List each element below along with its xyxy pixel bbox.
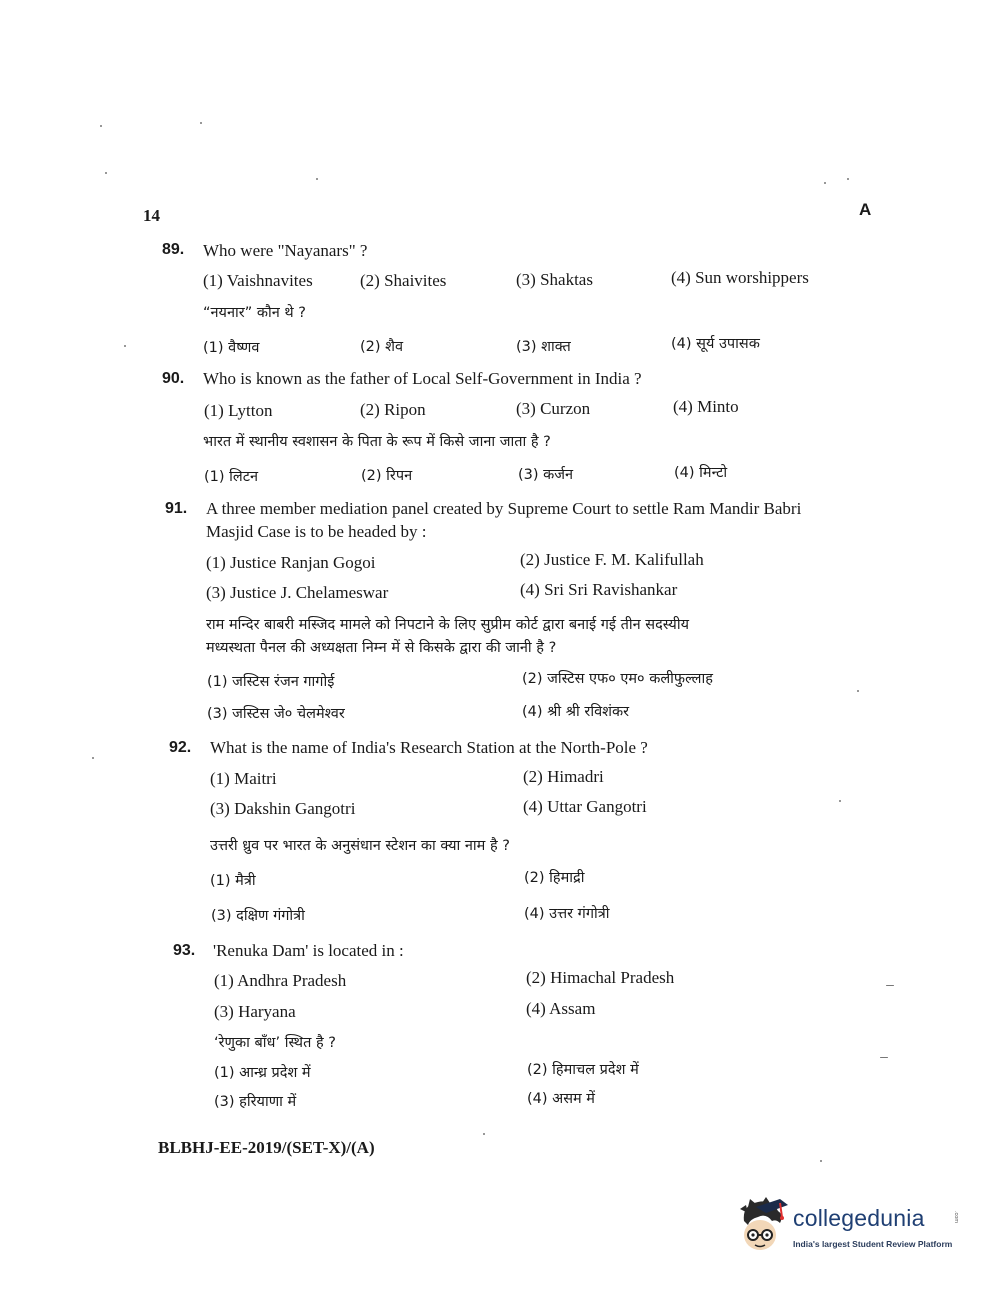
option-hi-3: (3) शाक्त (516, 339, 571, 355)
option-en-2: (2) Shaivites (360, 271, 447, 290)
option-hi-2: (2) रिपन (361, 468, 413, 484)
option-hi-4: (4) उत्तर गंगोत्री (524, 906, 610, 922)
option-en-2: (2) Justice F. M. Kalifullah (520, 550, 704, 569)
option-hi-3: (3) हरियाणा में (214, 1094, 297, 1110)
question-text-en-line-1: A three member mediation panel created by Supreme Court to settle Ram Mandir Babri (206, 499, 802, 518)
option-hi-4: (4) मिन्टो (674, 465, 728, 481)
option-hi-1: (1) आन्ध्र प्रदेश में (214, 1065, 311, 1081)
option-en-3: (3) Shaktas (516, 270, 593, 289)
scan-speck (824, 182, 826, 184)
question-text-en: Who were "Nayanars" ? (203, 241, 368, 260)
question-89 (162, 241, 882, 361)
question-91 (162, 500, 882, 730)
brand-name: collegedunia (793, 1205, 925, 1231)
set-letter: A (859, 200, 872, 219)
question-text-hi-line-2: मध्यस्थता पैनल की अध्यक्षता निम्न में से किसके द्वारा की जानी है ? (206, 640, 557, 656)
question-93 (162, 942, 882, 1117)
mascot-icon (736, 1195, 794, 1257)
scan-speck (92, 757, 94, 759)
scan-speck (316, 178, 318, 180)
scan-speck (200, 122, 202, 124)
question-90 (162, 370, 882, 490)
option-en-3: (3) Haryana (214, 1002, 296, 1021)
collegedunia-logo (736, 1195, 961, 1261)
question-text-en: Who is known as the father of Local Self-Government in India ? (203, 369, 642, 388)
option-en-3: (3) Curzon (516, 399, 591, 418)
scan-speck (847, 178, 849, 180)
option-en-3: (3) Justice J. Chelameswar (206, 583, 389, 602)
option-en-1: (1) Maitri (210, 769, 277, 788)
option-hi-1: (1) वैष्णव (203, 340, 260, 356)
option-en-1: (1) Vaishnavites (203, 271, 313, 290)
question-text-hi: भारत में स्थानीय स्वशासन के पिता के रूप में किसे जाना जाता है ? (203, 434, 551, 450)
option-en-4: (4) Sri Sri Ravishankar (520, 580, 678, 599)
question-text-hi: “नयनार” कौन थे ? (203, 305, 306, 321)
question-number: 89. (162, 241, 185, 258)
option-hi-4: (4) असम में (527, 1091, 595, 1107)
option-hi-1: (1) मैत्री (210, 873, 256, 889)
option-hi-3: (3) कर्जन (518, 467, 574, 483)
question-number: 90. (162, 370, 185, 387)
option-en-1: (1) Andhra Pradesh (214, 971, 347, 990)
scan-speck (483, 1133, 485, 1135)
question-text-hi-line-1: राम मन्दिर बाबरी मस्जिद मामले को निपटाने के लिए सुप्रीम कोर्ट द्वारा बनाई गई तीन सदस्यीय (206, 617, 689, 633)
option-en-3: (3) Dakshin Gangotri (210, 799, 356, 818)
scan-speck (124, 345, 126, 347)
option-en-4: (4) Assam (526, 999, 596, 1018)
question-text-hi: ‘रेणुका बाँध’ स्थित है ? (214, 1035, 336, 1051)
question-number: 92. (169, 739, 192, 756)
page-number: 14 (143, 206, 160, 225)
option-hi-2: (2) जस्टिस एफ० एम० कलीफुल्लाह (522, 671, 713, 687)
option-hi-2: (2) हिमाचल प्रदेश में (527, 1062, 639, 1078)
option-en-2: (2) Ripon (360, 400, 426, 419)
option-hi-2: (2) हिमाद्री (524, 870, 585, 886)
brand-suffix: .com (953, 1211, 959, 1223)
scan-speck (820, 1160, 822, 1162)
scan-speck (857, 690, 859, 692)
question-number: 93. (173, 942, 196, 959)
option-en-2: (2) Himadri (523, 767, 604, 786)
option-hi-4: (4) सूर्य उपासक (671, 336, 760, 352)
option-en-4: (4) Minto (673, 397, 739, 416)
scan-speck (100, 125, 102, 127)
question-number: 91. (165, 500, 188, 517)
scan-speck (839, 800, 841, 802)
option-en-4: (4) Uttar Gangotri (523, 797, 647, 816)
option-en-1: (1) Lytton (204, 401, 273, 420)
option-hi-1: (1) जस्टिस रंजन गागोई (207, 674, 335, 690)
option-hi-3: (3) जस्टिस जे० चेलमेश्वर (207, 706, 345, 722)
question-text-en: What is the name of India's Research Station at the North-Pole ? (210, 738, 648, 757)
option-en-1: (1) Justice Ranjan Gogoi (206, 553, 376, 572)
question-92 (162, 739, 882, 929)
option-en-4: (4) Sun worshippers (671, 268, 809, 287)
option-hi-1: (1) लिटन (204, 469, 259, 485)
scan-speck (886, 985, 894, 986)
question-text-en: 'Renuka Dam' is located in : (213, 941, 404, 960)
scan-speck (105, 172, 107, 174)
paper-code: BLBHJ-EE-2019/(SET-X)/(A) (158, 1138, 375, 1157)
option-hi-3: (3) दक्षिण गंगोत्री (211, 908, 305, 924)
question-text-en-line-2: Masjid Case is to be headed by : (206, 522, 427, 541)
option-hi-4: (4) श्री श्री रविशंकर (522, 704, 630, 720)
scan-speck (880, 1057, 888, 1058)
brand-tagline: India's largest Student Review Platform (793, 1239, 953, 1249)
question-text-hi: उत्तरी ध्रुव पर भारत के अनुसंधान स्टेशन का क्या नाम है ? (210, 838, 510, 854)
option-en-2: (2) Himachal Pradesh (526, 968, 675, 987)
option-hi-2: (2) शैव (360, 339, 404, 355)
